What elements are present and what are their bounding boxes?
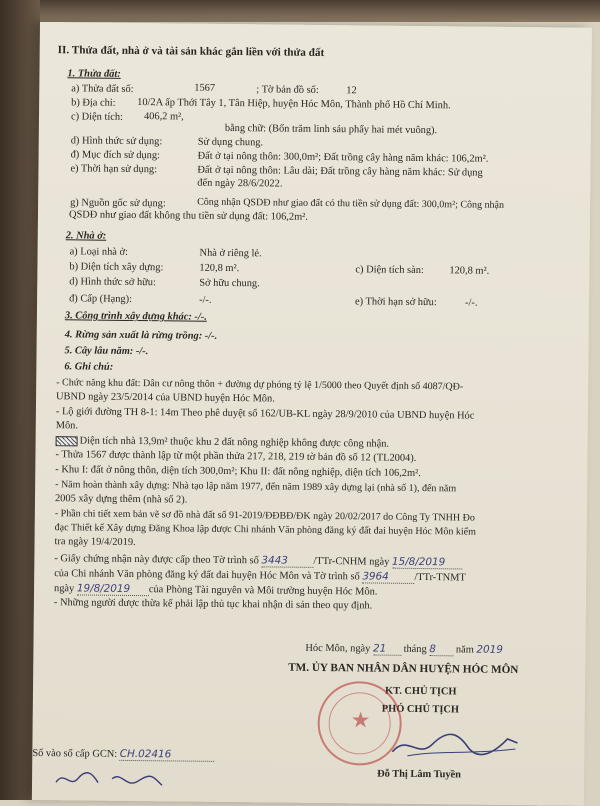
note-4: - Thửa 1567 được thành lập từ một phần thửa 217, 218, 219 tờ bản đồ số 12 (TL2004). — [55, 449, 417, 464]
floor-area-value: 120,8 m². — [449, 265, 490, 277]
note-9: - Những người được thừa kế phải lập thủ tục khai nhận di sản theo quy định. — [53, 597, 373, 612]
issuing-authority: TM. ỦY BAN NHÂN DÂN HUYỆN HÓC MÔN — [288, 661, 519, 677]
certificate-page — [32, 22, 592, 806]
land-number: 1567 — [194, 82, 216, 94]
land-a-label: a) Thửa đất số: — [71, 83, 134, 95]
build-area-label: b) Diện tích xây dựng: — [69, 261, 164, 274]
purpose-label: đ) Mục đích sử dụng: — [70, 149, 160, 162]
use-form-label: d) Hình thức sử dụng: — [70, 135, 163, 148]
purpose-value: Đất ở tại nông thôn: 300,0m²; Đất trồng cây hàng năm khác: 106,2m². — [197, 150, 489, 165]
land-title: 1. Thửa đất: — [67, 68, 121, 80]
note-3-text: Diện tích nhà 13,9m² thuộc khu 2 đất nông nghiệp không được công nhận. — [79, 435, 390, 450]
note-2a: - Lộ giới đường TH 8-1: 14m Theo phê duyệt số 162/UB-KL ngày 28/9/2010 của UBND huyện Hóc — [55, 406, 475, 422]
registry-value: CH.02416 — [120, 748, 215, 762]
note-8b-suf: /TTr-TNMT — [414, 571, 466, 584]
grade-label: đ) Cấp (Hạng): — [69, 293, 133, 305]
sign-month-label: tháng — [403, 643, 427, 656]
submission-number-2: 3964 — [362, 570, 414, 584]
sign-day: 21 — [373, 643, 401, 656]
note-8a-mid: /TTr-CNHM ngày — [313, 555, 390, 568]
registry-number — [32, 747, 215, 762]
vice-chairman: PHÓ CHỦ TỊCH — [381, 703, 460, 716]
other-works: 3. Công trình xây dựng khác: -/-. — [64, 310, 207, 323]
house-type-label: a) Loại nhà ở: — [69, 246, 128, 258]
notes-title: 6. Ghi chú: — [64, 361, 114, 373]
build-area-value: 120,8 m². — [199, 262, 240, 275]
sign-year-label: năm — [455, 644, 474, 656]
sign-place: Hóc Môn, ngày — [305, 642, 371, 655]
grade-value: -/-. — [199, 294, 212, 306]
note-7c: tra ngày 19/4/2019. — [54, 536, 136, 549]
sign-year: 2019 — [476, 643, 503, 656]
area-label: c) Diện tích: — [70, 111, 124, 123]
origin-label: g) Nguồn gốc sử dụng: — [70, 197, 166, 210]
sign-date — [305, 642, 503, 657]
registrar-signature — [52, 766, 182, 795]
perennial-trees: 5. Cây lâu năm: -/-. — [64, 345, 149, 358]
submission-date-2: 19/8/2019 — [77, 582, 149, 596]
note-8c-suf: của Phòng Tài nguyên và Môi trường huyện Hóc Môn. — [148, 584, 378, 598]
ownership-label: d) Hình thức sở hữu: — [69, 276, 156, 289]
registry-label: Số vào sổ cấp GCN: — [32, 747, 118, 760]
note-8c-pre: ngày — [54, 583, 75, 595]
note-6a: - Năm hoàn thành xây dựng: Nhà tạo lập năm 1977, đến năm 1989 xây dựng lại (nhà số 1), đến năm — [55, 479, 457, 495]
photo-background-top — [0, 0, 600, 22]
term-label: e) Thời hạn sử dụng: — [70, 163, 158, 176]
note-6b: 2005 xây dựng thêm (nhà số 2). — [54, 493, 188, 506]
note-8b-pre: của Chi nhánh Văn phòng đăng ký đất đai huyện Hóc Môn và Tờ trình số — [54, 568, 360, 583]
kt-chairman: KT. CHỦ TỊCH — [384, 685, 457, 698]
house-type-value: Nhà ở riêng lẻ. — [199, 247, 262, 260]
address-value: 10/2A ấp Thới Tây 1, Tân Hiệp, huyện Hóc Môn, Thành phố Hồ Chí Minh. — [137, 97, 451, 112]
submission-number-1: 3443 — [261, 554, 313, 568]
note-5: - Khu I: đất ở nông thôn, diện tích 300,0m²; Khu II: đất nông nghiệp, diện tích 106,2m². — [55, 464, 421, 480]
own-term-label: e) Thời hạn sở hữu: — [355, 296, 437, 309]
note-8a-pre: - Giấy chứng nhận này được cấp theo Tờ trình số — [54, 553, 259, 567]
area-value: 406,2 m², — [143, 111, 184, 123]
note-2b: Môn. — [55, 420, 79, 432]
note-3 — [56, 435, 390, 450]
term-value-1: Đất ở tại nông thôn: Lâu dài; Đất trồng cây hàng năm khác: Sử dụng — [197, 164, 483, 179]
submission-date-1: 15/8/2019 — [392, 556, 462, 570]
own-term-value: -/-. — [465, 297, 478, 309]
note-8c — [54, 582, 377, 598]
planted-forest: 4. Rừng sản xuất là rừng trồng: -/-. — [64, 329, 218, 342]
section-header: II. Thửa đất, nhà ở và tài sản khác gắn liền với thửa đất — [57, 44, 325, 59]
note-7a: - Phần chi tiết xem bản vẽ sơ đồ nhà đất số 91-2019/ĐĐBĐ/ĐK ngày 20/02/2017 do Công Ty TNHH Đo — [54, 508, 475, 524]
official-signature — [387, 724, 527, 765]
floor-area-label: c) Diện tích sàn: — [355, 264, 424, 277]
note-1a: - Chức năng khu đất: Dân cư nông thôn + đường dự phóng tỷ lệ 1/5000 theo Quyết định số 4087/QĐ- — [56, 377, 464, 393]
house-title: 2. Nhà ở: — [65, 230, 107, 242]
area-words: bằng chữ: (Bốn trăm linh sáu phẩy hai mét vuông). — [224, 122, 438, 137]
sign-month: 8 — [429, 643, 453, 656]
address-label: b) Địa chỉ: — [71, 97, 116, 109]
origin-value-1: Công nhận QSDĐ như giao đất có thu tiền sử dụng đất: 300,0m²; Công nhận — [197, 196, 505, 211]
note-1b: UBND ngày 23/5/2014 của UBND huyện Hóc Môn. — [56, 391, 275, 405]
hatch-symbol-icon — [56, 436, 78, 446]
ownership-value: Sở hữu chung. — [199, 277, 260, 290]
star-icon: ★ — [350, 708, 371, 734]
origin-value-2: QSDĐ như giao đất không thu tiền sử dụng đất: 106,2m². — [68, 209, 308, 223]
map-number: 12 — [346, 85, 357, 97]
note-7b: đạc Thiết kế Xây dựng Đăng Khoa lập được Chi nhánh Văn phòng đăng ký đất đai huyện Hóc Môn kiểm — [54, 522, 476, 538]
map-label: ; Tờ bản đồ số: — [256, 84, 319, 96]
term-value-2: đến ngày 28/6/2022. — [197, 177, 283, 190]
signer-name: Đỗ Thị Lâm Tuyền — [377, 768, 462, 781]
use-form-value: Sử dụng chung. — [197, 136, 264, 149]
